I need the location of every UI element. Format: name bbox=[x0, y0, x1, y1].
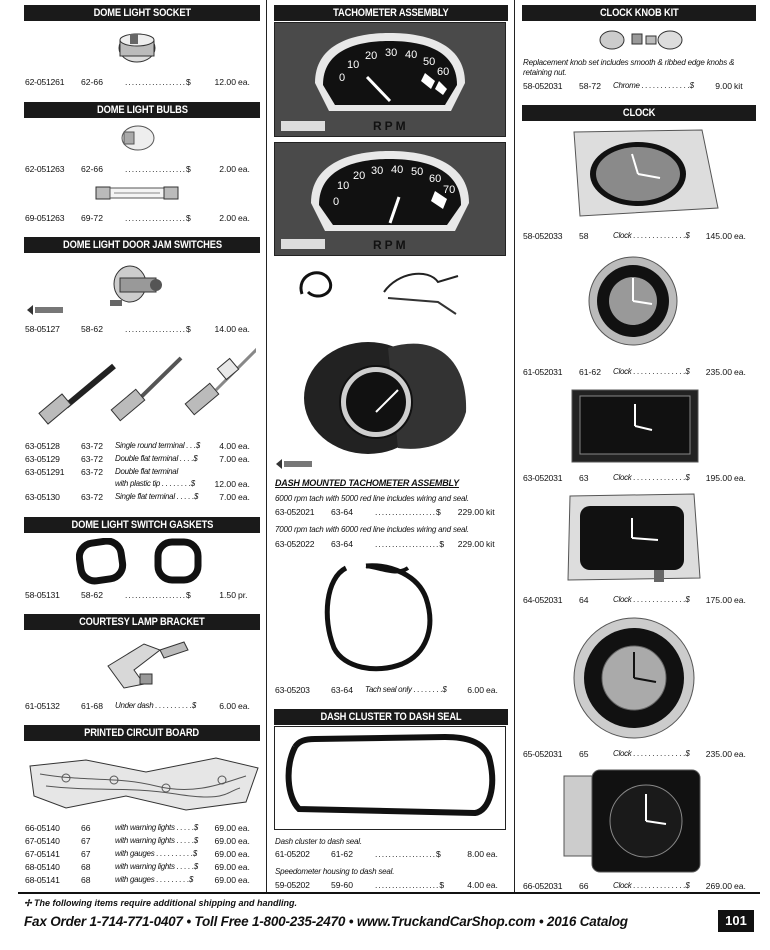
list-item: with plastic tip . . . . . . . .$ 12.00 ea. bbox=[115, 479, 250, 489]
tach2-tick-label: 40 bbox=[391, 164, 404, 176]
section-header-dome-light-bulbs: DOME LIGHT BULBS bbox=[24, 102, 260, 118]
list-item: 58-05131 58-62 ..................$ 1.50 pr. bbox=[25, 590, 248, 600]
tach1-rpm-label: RPM bbox=[373, 119, 409, 133]
courtesy-lamp-bracket-image bbox=[104, 636, 190, 692]
list-item: 66-05140 66 with warning lights . . . . .$ 69.00 ea. bbox=[25, 823, 250, 833]
tachometer-photo-1 bbox=[274, 22, 506, 137]
list-item: 63-052031 63 Clock . . . . . . . . . . . . . .$ 195.00 ea. bbox=[523, 473, 746, 483]
knob-note: Replacement knob set includes smooth & ribbed edge knobs & retaining nut. bbox=[523, 58, 735, 77]
clock-58-image bbox=[572, 128, 722, 220]
tach1-tick-label: 50 bbox=[423, 56, 436, 68]
section-header-clock: CLOCK bbox=[522, 105, 756, 121]
list-item: 63-052022 63-64 ...................$ 229.00 kit bbox=[275, 539, 495, 549]
tach2-tick-label: 20 bbox=[353, 170, 366, 182]
section-header-door-jam-switches: DOME LIGHT DOOR JAM SWITCHES bbox=[24, 237, 260, 253]
list-item: 67-05140 67 with warning lights . . . . .$ 69.00 ea. bbox=[25, 836, 250, 846]
list-item: 64-052031 64 Clock . . . . . . . . . . . . . .$ 175.00 ea. bbox=[523, 595, 746, 605]
list-item: 65-052031 65 Clock . . . . . . . . . . . . . .$ 235.00 ea. bbox=[523, 749, 746, 759]
section-header-dome-light-socket: DOME LIGHT SOCKET bbox=[24, 5, 260, 21]
printed-circuit-board-image bbox=[26, 752, 262, 816]
column-middle bbox=[268, 0, 512, 890]
clock-knob-kit-image bbox=[596, 24, 686, 56]
dash-cluster-seal-photo bbox=[274, 726, 506, 830]
tach2-tick-label: 10 bbox=[337, 180, 350, 192]
list-item: 61-052031 61-62 Clock . . . . . . . . . . . . . .$ 235.00 ea. bbox=[523, 367, 746, 377]
clock-65-image bbox=[572, 616, 696, 740]
list-item: 59-05202 59-60 ...................$ 4.00 ea. bbox=[275, 880, 498, 890]
list-item: 63-052021 63-64 ..................$ 229.00 kit bbox=[275, 507, 495, 517]
list-item: 63-05130 63-72 Single flat terminal . . . . .$ 7.00 ea. bbox=[25, 492, 250, 502]
list-item: 61-05132 61-68 Under dash . . . . . . . . . .$ 6.00 ea. bbox=[25, 701, 250, 711]
tach2-tick-label: 50 bbox=[411, 166, 424, 178]
clock-64-image bbox=[564, 490, 704, 586]
list-item: 63-05203 63-64 Tach seal only . . . . . . . .$ 6.00 ea. bbox=[275, 685, 498, 695]
dash-tach-note-1: 6000 rpm tach with 5000 red line includes wiring and seal. bbox=[275, 494, 469, 503]
list-item: 62-051261 62-66 ..................$ 12.00 ea. bbox=[25, 77, 250, 87]
tach1-tick-label: 60 bbox=[437, 66, 450, 78]
section-header-tachometer-assembly: TACHOMETER ASSEMBLY bbox=[274, 5, 508, 21]
dash-mounted-tachometer-image bbox=[288, 262, 498, 458]
tach1-tick-label: 30 bbox=[385, 47, 398, 59]
dash-tach-title: DASH MOUNTED TACHOMETER ASSEMBLY bbox=[275, 478, 459, 488]
cluster-note-2: Speedometer housing to dash seal. bbox=[275, 867, 395, 876]
section-header-switch-gaskets: DOME LIGHT SWITCH GASKETS bbox=[24, 517, 260, 533]
dome-bulb-festoon-image bbox=[94, 183, 180, 203]
dome-light-socket-image bbox=[110, 28, 164, 68]
switch-gaskets-image bbox=[76, 538, 206, 586]
list-item: 68-05141 68 with gauges . . . . . . . . .$ 69.00 ea. bbox=[25, 875, 250, 885]
tach2-tick-label: 0 bbox=[333, 196, 340, 208]
door-jam-switch-image bbox=[100, 260, 170, 310]
list-item: 68-05140 68 with warning lights . . . . .$ 69.00 ea. bbox=[25, 862, 250, 872]
tach-seal-image bbox=[316, 558, 446, 678]
footer-contact: Fax Order 1-714-771-0407 • Toll Free 1-800-235-2470 • www.TruckandCarShop.com • 2016 Catalog bbox=[24, 914, 628, 929]
list-item: 63-05128 63-72 Single round terminal . . .$ 4.00 ea. bbox=[25, 441, 250, 451]
footer-rule bbox=[18, 892, 760, 894]
column-right bbox=[516, 0, 760, 890]
list-item: 63-05129 63-72 Double flat terminal . . . .$ 7.00 ea. bbox=[25, 454, 250, 464]
tach1-tick-label: 0 bbox=[339, 72, 346, 84]
section-header-dash-cluster-seal: DASH CLUSTER TO DASH SEAL bbox=[274, 709, 508, 725]
column-divider bbox=[514, 0, 515, 892]
list-item: 62-051263 62-66 ..................$ 2.00 ea. bbox=[25, 164, 250, 174]
list-item: 63-051291 63-72 Double flat terminal bbox=[25, 467, 178, 477]
list-item: 58-052031 58-72 Chrome . . . . . . . . . . . . .$ 9.00 kit bbox=[523, 81, 743, 91]
clock-63-image bbox=[570, 388, 700, 464]
page-number: 101 bbox=[718, 910, 754, 932]
brand-logo-icon bbox=[274, 458, 314, 470]
clock-66-image bbox=[558, 766, 704, 876]
list-item: 58-05127 58-62 ..................$ 14.00 ea. bbox=[25, 324, 250, 334]
footer-note: ✢ The following items require additional shipping and handling. bbox=[24, 898, 298, 908]
list-item: 69-051263 69-72 ..................$ 2.00 ea. bbox=[25, 213, 250, 223]
dome-bulb-round-image bbox=[120, 124, 156, 152]
clock-61-62-image bbox=[586, 254, 680, 348]
door-jam-switch-variants-image bbox=[26, 346, 256, 432]
tach2-tick-label: 60 bbox=[429, 173, 442, 185]
tach2-tick-label: 70 bbox=[443, 184, 456, 196]
section-header-courtesy-lamp-bracket: COURTESY LAMP BRACKET bbox=[24, 614, 260, 630]
list-item: 58-052033 58 Clock . . . . . . . . . . . . . .$ 145.00 ea. bbox=[523, 231, 746, 241]
cluster-note-1: Dash cluster to dash seal. bbox=[275, 837, 362, 846]
column-divider bbox=[266, 0, 267, 892]
tach1-tick-label: 40 bbox=[405, 49, 418, 61]
brand-logo-icon bbox=[25, 304, 65, 316]
column-left bbox=[18, 0, 264, 890]
list-item: 61-05202 61-62 ..................$ 8.00 ea. bbox=[275, 849, 498, 859]
tach1-tick-label: 10 bbox=[347, 59, 360, 71]
tach2-tick-label: 30 bbox=[371, 165, 384, 177]
section-header-printed-circuit-board: PRINTED CIRCUIT BOARD bbox=[24, 725, 260, 741]
section-header-clock-knob-kit: CLOCK KNOB KIT bbox=[522, 5, 756, 21]
tach2-rpm-label: RPM bbox=[373, 238, 409, 252]
dash-tach-note-2: 7000 rpm tach with 6000 red line includes wiring and seal. bbox=[275, 525, 469, 534]
tachometer-photo-2 bbox=[274, 142, 506, 256]
list-item: 67-05141 67 with gauges . . . . . . . . . .$ 69.00 ea. bbox=[25, 849, 250, 859]
list-item: 66-052031 66 Clock . . . . . . . . . . . . . .$ 269.00 ea. bbox=[523, 881, 746, 891]
tach1-tick-label: 20 bbox=[365, 50, 378, 62]
